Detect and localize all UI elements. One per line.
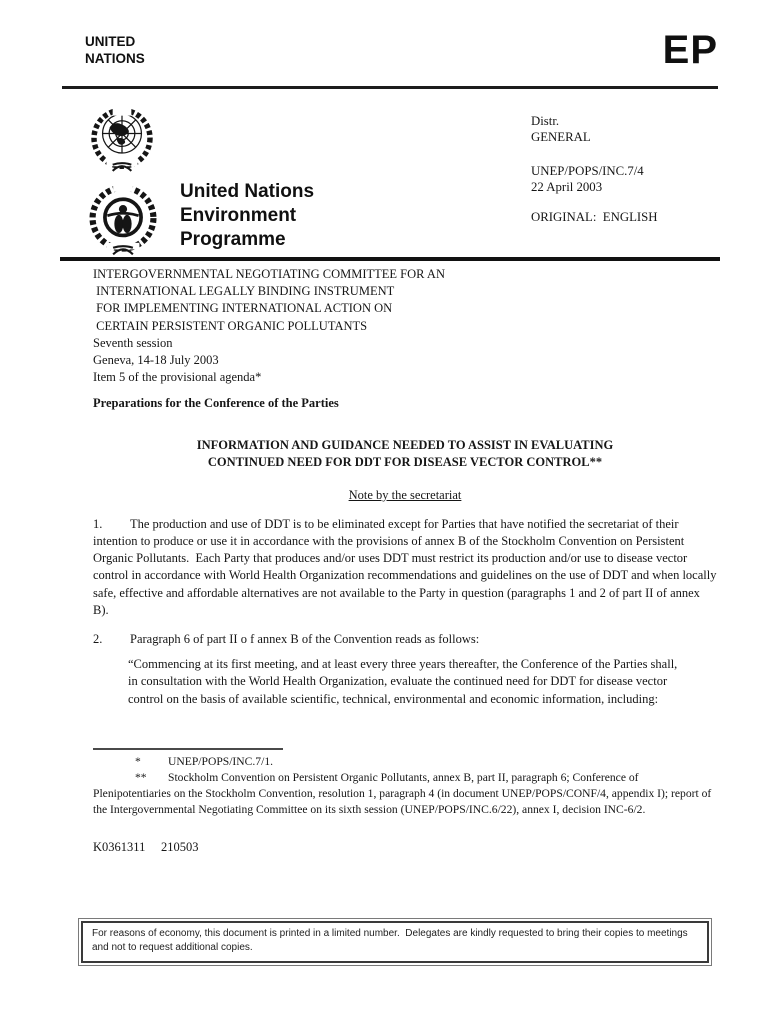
masthead-rule <box>60 257 720 261</box>
original-language: ORIGINAL: ENGLISH <box>531 210 658 224</box>
economy-note-text: For reasons of economy, this document is printed in a limited number. Delegates are kindly requested to bring their copies to meetings and not to request additional copies. <box>81 921 709 963</box>
paragraph-1-text: The production and use of DDT is to be eliminated except for Parties that have notified the secretariat of their intention to produce or use it in accordance with the provisions of annex B of the Stockholm Convention on Persistent Organic Pollutants. Each Party that produces and/or uses DDT must restrict its production and/or use to disease vector control in accordance with World Health Organization recommendations and guidelines on the use of DDT and when locally safe, effective and affordable alternatives are not available to the Party in question (paragraphs 1 and 2 of part II of annex B). <box>93 516 720 617</box>
document-title-line2: CONTINUED NEED FOR DDT FOR DISEASE VECTOR CONTROL** <box>207 454 603 469</box>
session-heading <box>93 266 717 386</box>
document-title-line1: INFORMATION AND GUIDANCE NEEDED TO ASSIST IN EVALUATING <box>196 437 614 452</box>
programme-name-line2: Environment <box>180 205 297 226</box>
economy-note-box <box>78 918 712 966</box>
job-number: K0361311 210503 <box>93 840 199 855</box>
footnote-2 <box>93 770 717 817</box>
distribution-block <box>531 113 591 145</box>
paragraph-1 <box>93 516 720 619</box>
document-title <box>93 437 717 471</box>
programme-name-line1: United Nations <box>180 181 315 202</box>
session-venue: Geneva, 14-18 July 2003 <box>93 353 219 368</box>
paragraph-2-text: Paragraph 6 of part II o f annex B of the Convention reads as follows: <box>130 632 480 647</box>
committee-line: FOR IMPLEMENTING INTERNATIONAL ACTION ON <box>93 301 393 316</box>
committee-line: INTERNATIONAL LEGALLY BINDING INSTRUMENT <box>93 284 395 299</box>
un-emblem-icon <box>83 104 161 174</box>
paragraph-2-number: 2. <box>93 632 103 647</box>
footnote-2-text: Stockholm Convention on Persistent Organic Pollutants, annex B, part II, paragraph 6; Conference of Plenipotentiaries on the Stockholm Convention, resolution 1, paragraph 4 (in document UNEP/POPS/CONF/4, appendix I); report of the Intergovernmental Negotiating Committee on its sixth session (UNEP/POPS/INC.6/22), annex I, decision INC-6/2. <box>93 771 715 816</box>
agenda-item: Item 5 of the provisional agenda* <box>93 370 262 385</box>
header-rule <box>62 86 718 89</box>
committee-line: INTERGOVERNMENTAL NEGOTIATING COMMITTEE FOR AN <box>93 267 445 281</box>
document-series-symbol: EP <box>662 28 718 72</box>
footnote-1-text: UNEP/POPS/INC.7/1. <box>168 754 274 768</box>
footnote-1-marker: * <box>135 754 141 768</box>
footnote-1 <box>93 754 717 770</box>
footnote-2-marker: ** <box>135 771 147 785</box>
distribution-label: Distr. <box>531 114 560 128</box>
footnote-separator <box>93 748 283 750</box>
document-symbol: UNEP/POPS/INC.7/4 <box>531 164 644 178</box>
document-body <box>93 266 720 856</box>
paragraph-2 <box>93 631 717 648</box>
paragraph-1-number: 1. <box>93 516 103 531</box>
org-name-line2: NATIONS <box>85 51 145 66</box>
programme-name-line3: Programme <box>180 229 286 250</box>
programme-name <box>180 180 314 252</box>
note-subtitle: Note by the secretariat <box>348 487 462 502</box>
document-reference-block <box>531 163 644 195</box>
session-number: Seventh session <box>93 335 173 350</box>
unep-emblem-icon <box>81 182 165 256</box>
org-name <box>85 33 145 67</box>
document-date: 22 April 2003 <box>531 180 603 194</box>
distribution-type: GENERAL <box>531 130 591 144</box>
convention-quote: “Commencing at its first meeting, and at least every three years thereafter, the Conference of the Parties shall, in consultation with the World Health Organization, evaluate the continued need for DDT for disease vector control on the basis of available scientific, technical, environmental and economic information, including: <box>128 657 681 706</box>
committee-line: CERTAIN PERSISTENT ORGANIC POLLUTANTS <box>93 318 368 333</box>
agenda-subject: Preparations for the Conference of the Parties <box>93 396 339 411</box>
org-name-line1: UNITED <box>85 34 136 49</box>
